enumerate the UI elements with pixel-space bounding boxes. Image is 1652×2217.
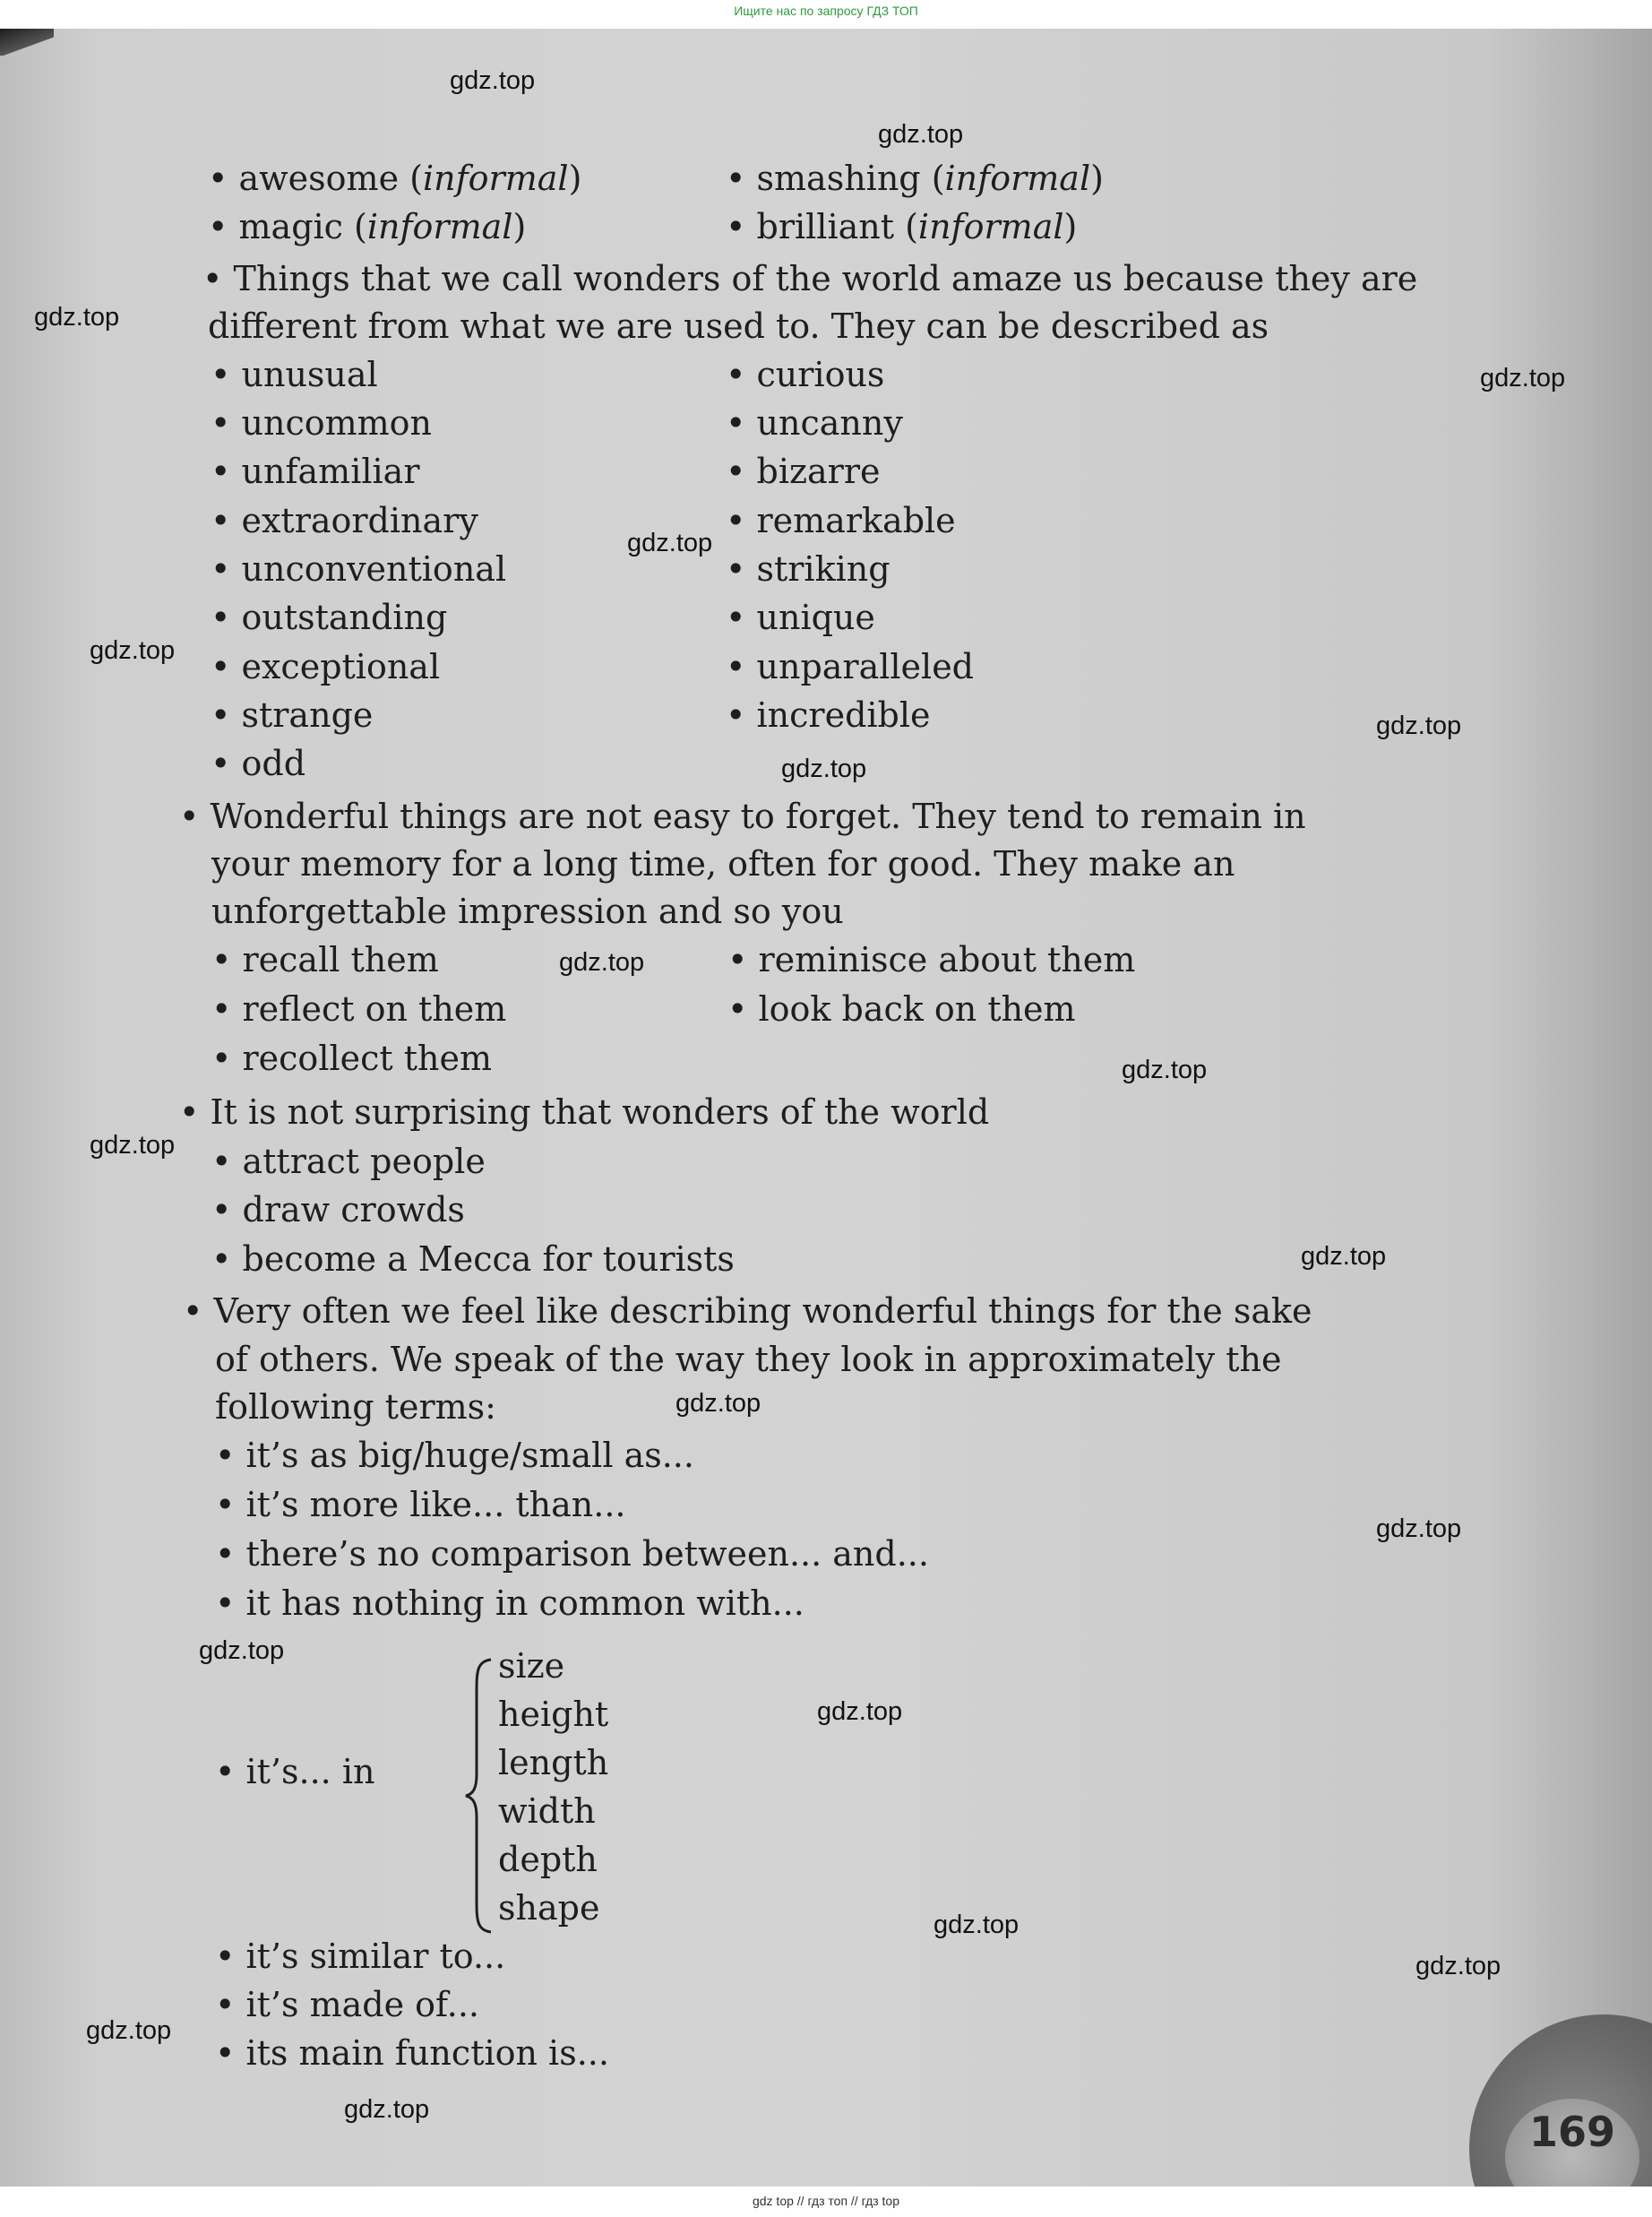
watermark: gdz.top [86, 2016, 172, 2045]
textbook-page [0, 29, 1652, 2187]
col2-item: • bizarre [726, 452, 881, 491]
col2-item: • curious [726, 355, 885, 394]
watermark: gdz.top [675, 1389, 761, 1418]
recall-item: • recall them [211, 940, 439, 979]
col1-item: • unfamiliar [211, 452, 420, 491]
watermark: gdz.top [1415, 1952, 1501, 1980]
watermark: gdz.top [559, 948, 645, 977]
col1-item: • unusual [211, 355, 378, 394]
dimension-item: height [498, 1695, 609, 1734]
para-4-line-2: of others. We speak of the way they look in approximately the [215, 1340, 1282, 1379]
watermark: gdz.top [450, 66, 536, 95]
watermark: gdz.top [1376, 712, 1462, 740]
dimension-item: width [498, 1791, 596, 1831]
watermark: gdz.top [627, 529, 713, 557]
para-2-line-3: unforgettable impression and so you [211, 892, 844, 931]
col1-item: • exceptional [211, 647, 441, 686]
top-banner: Ищите нас по запросу ГДЗ ТОП [734, 4, 918, 18]
col1-item: • odd [211, 744, 306, 783]
attract-item: • attract people [211, 1142, 486, 1181]
watermark: gdz.top [1480, 364, 1566, 393]
watermark: gdz.top [90, 636, 176, 665]
col2-item: • unique [726, 598, 875, 637]
col2-item: • uncanny [726, 403, 903, 443]
watermark: gdz.top [90, 1131, 176, 1160]
watermark: gdz.top [934, 1911, 1020, 1939]
watermark: gdz.top [878, 120, 964, 149]
attract-item: • draw crowds [211, 1190, 465, 1229]
page-corner-shadow [0, 29, 54, 56]
term-item: • it has nothing in common with... [215, 1583, 804, 1623]
term-item: • there’s no comparison between... and... [215, 1534, 929, 1574]
bottom-banner: gdz top // гдз топ // гдз top [752, 2194, 900, 2208]
watermark: gdz.top [199, 1636, 285, 1665]
curly-brace [464, 1658, 496, 1934]
term2-item: • it’s made of... [215, 1985, 479, 2024]
recall-item: • recollect them [211, 1039, 493, 1078]
dimension-item: shape [498, 1888, 600, 1928]
watermark: gdz.top [344, 2095, 430, 2124]
page-number: 169 [1528, 2108, 1616, 2156]
dimension-item: depth [498, 1840, 598, 1879]
col2-item: • unparalleled [726, 647, 975, 686]
col2-item: • incredible [726, 695, 931, 735]
watermark: gdz.top [34, 303, 120, 332]
item-magic: • magic (informal) [208, 207, 527, 246]
para-1-line-1: • Things that we call wonders of the world amaze us because they are [202, 259, 1418, 298]
term2-item: • its main function is... [215, 2033, 609, 2073]
para-4-line-3: following terms: [215, 1387, 496, 1427]
term2-item: • it’s similar to... [215, 1937, 506, 1976]
watermark: gdz.top [1122, 1056, 1208, 1084]
recall-item: • reflect on them [211, 989, 507, 1029]
item-smashing: • smashing (informal) [726, 159, 1104, 198]
col2-item: • striking [726, 549, 891, 589]
its-in-item: • it’s... in [215, 1752, 375, 1791]
watermark: gdz.top [1301, 1242, 1387, 1271]
para-2-line-2: your memory for a long time, often for good. They make an [211, 844, 1235, 884]
watermark: gdz.top [781, 755, 867, 783]
para-3: • It is not surprising that wonders of the world [179, 1092, 990, 1132]
col1-item: • outstanding [211, 598, 448, 637]
reminisce-item: • reminisce about them [727, 940, 1136, 979]
para-1-line-2: different from what we are used to. They can be described as [208, 306, 1269, 346]
para-4-line-1: • Very often we feel like describing wonderful things for the sake [183, 1291, 1312, 1331]
attract-item: • become a Mecca for tourists [211, 1239, 735, 1279]
col2-item: • remarkable [726, 501, 956, 540]
reminisce-item: • look back on them [727, 989, 1076, 1029]
watermark: gdz.top [1376, 1514, 1462, 1543]
para-2-line-1: • Wonderful things are not easy to forget. They tend to remain in [179, 797, 1306, 836]
item-awesome: • awesome (informal) [208, 159, 582, 198]
watermark: gdz.top [817, 1697, 903, 1726]
dimension-item: length [498, 1743, 609, 1782]
col1-item: • strange [211, 695, 374, 735]
term-item: • it’s more like... than... [215, 1485, 626, 1524]
col1-item: • extraordinary [211, 501, 478, 540]
col1-item: • unconventional [211, 549, 507, 589]
dimension-item: size [498, 1646, 565, 1686]
col1-item: • uncommon [211, 403, 433, 443]
term-item: • it’s as big/huge/small as... [215, 1436, 694, 1475]
item-brilliant: • brilliant (informal) [726, 207, 1078, 246]
